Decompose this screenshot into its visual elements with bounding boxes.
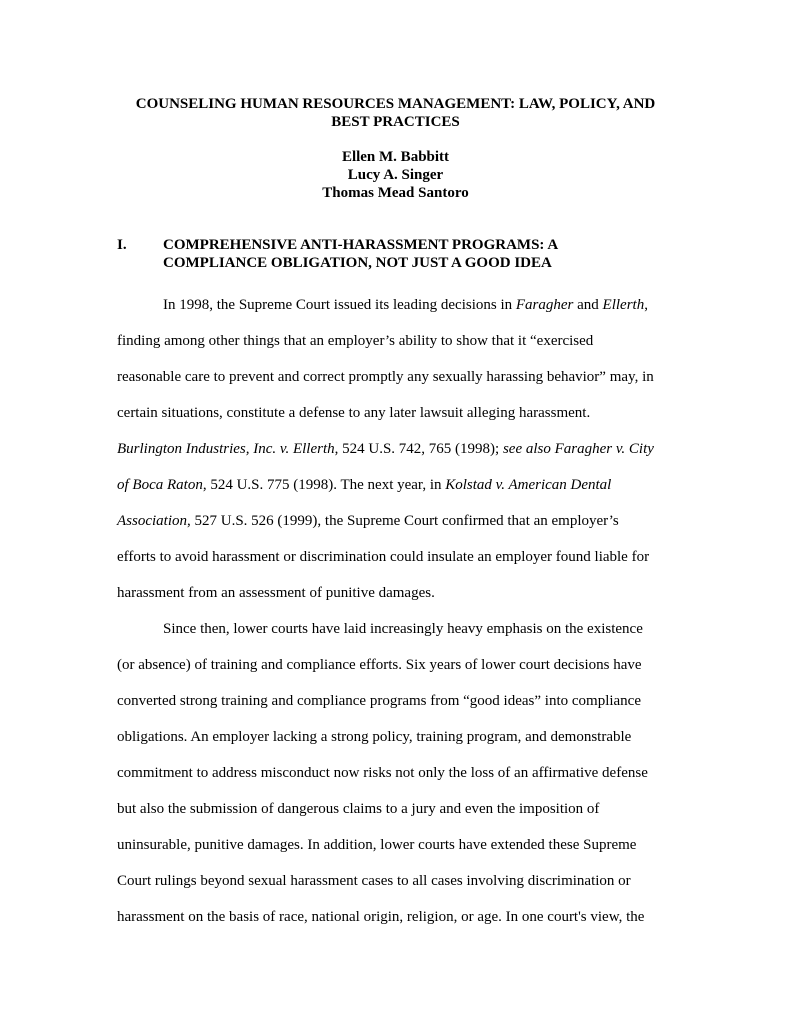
case-name: Association: [117, 513, 187, 529]
text-line: converted strong training and compliance programs from “good ideas” into compliance: [117, 693, 641, 709]
text-run: ,: [644, 297, 648, 313]
case-name: see also Faragher v. City: [502, 441, 654, 457]
paragraph: [117, 611, 679, 935]
section-heading-line-2: COMPLIANCE OBLIGATION, NOT JUST A GOOD IDEA: [163, 255, 552, 271]
text-line: [117, 431, 679, 467]
text-line: [117, 503, 679, 539]
author-name: Thomas Mead Santoro: [322, 185, 469, 201]
case-name: of Boca Raton: [117, 477, 203, 493]
text-line: harassment on the basis of race, national origin, religion, or age. In one court's view, the: [117, 909, 645, 925]
text-line: (or absence) of training and compliance efforts. Six years of lower court decisions have: [117, 657, 642, 673]
text-line: Since then, lower courts have laid increasingly heavy emphasis on the existence: [163, 621, 643, 637]
text-line: reasonable care to prevent and correct promptly any sexually harassing behavior” may, in: [117, 369, 654, 385]
text-line: Court rulings beyond sexual harassment cases to all cases involving discrimination or: [117, 873, 631, 889]
text-line: [117, 467, 679, 503]
case-name: Burlington Industries, Inc. v. Ellerth: [117, 441, 335, 457]
case-name: Ellerth: [602, 297, 645, 313]
text-run: and: [573, 297, 603, 313]
text-line: certain situations, constitute a defense to any later lawsuit alleging harassment.: [117, 405, 591, 421]
title-line-2: BEST PRACTICES: [331, 114, 460, 130]
body-text: [117, 287, 679, 935]
text-run: In 1998, the Supreme Court issued its leading decisions in: [163, 297, 516, 313]
text-line: harassment from an assessment of punitive damages.: [117, 585, 435, 601]
case-name: Faragher: [515, 297, 574, 313]
text-run: , 524 U.S. 775 (1998). The next year, in: [202, 477, 446, 493]
section-heading-line-1: COMPREHENSIVE ANTI-HARASSMENT PROGRAMS: A: [163, 237, 559, 253]
text-line: uninsurable, punitive damages. In addition, lower courts have extended these Supreme: [117, 837, 637, 853]
author-name: Lucy A. Singer: [347, 167, 444, 183]
paragraph: [117, 287, 679, 611]
text-line: efforts to avoid harassment or discrimination could insulate an employer found liable for: [117, 549, 650, 565]
text-line: but also the submission of dangerous claims to a jury and even the imposition of: [117, 801, 600, 817]
author-list: [100, 148, 691, 202]
title-line-1: COUNSELING HUMAN RESOURCES MANAGEMENT: LAW, POLICY, AND: [135, 96, 656, 112]
case-name: Kolstad v. American Dental: [445, 477, 612, 493]
section-number: I.: [117, 237, 127, 253]
document-title: [100, 95, 691, 131]
text-line: obligations. An employer lacking a strong policy, training program, and demonstrable: [117, 729, 632, 745]
section-heading: [163, 236, 633, 272]
text-run: , 527 U.S. 526 (1999), the Supreme Court confirmed that an employer’s: [187, 513, 619, 529]
author-name: Ellen M. Babbitt: [341, 149, 450, 165]
text-line: [117, 287, 679, 323]
text-line: commitment to address misconduct now risks not only the loss of an affirmative defense: [117, 765, 648, 781]
text-line: finding among other things that an employer’s ability to show that it “exercised: [117, 333, 594, 349]
text-run: , 524 U.S. 742, 765 (1998);: [334, 441, 503, 457]
